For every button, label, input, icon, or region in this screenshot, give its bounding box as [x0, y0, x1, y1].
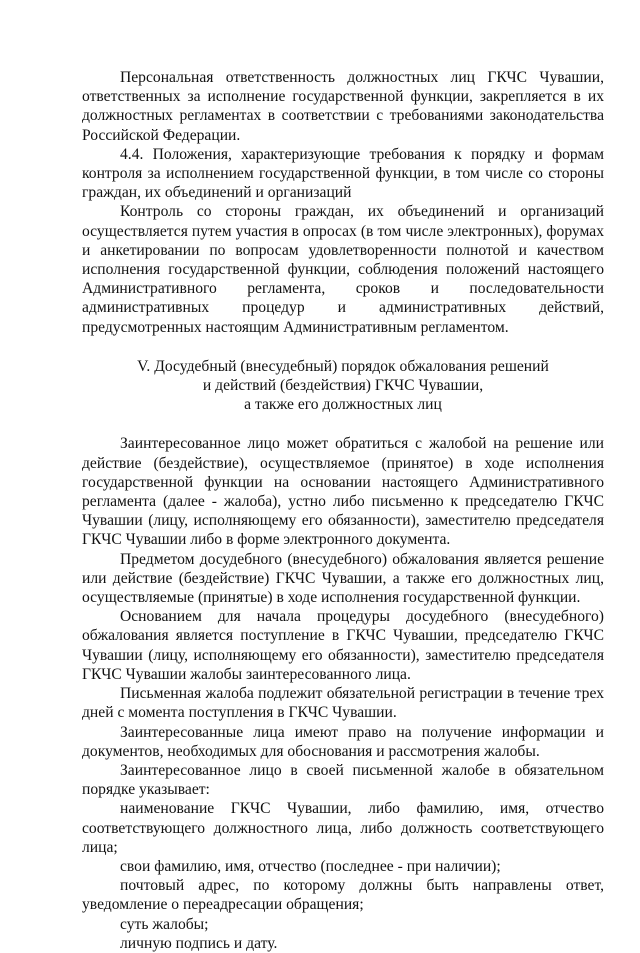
paragraph-citizen-control: Контроль со стороны граждан, их объединений и организаций осуществляется путем участия в опросах (в том числе электронных), форумах и анкетировании по вопросам удовлетворенности полнотой и качеством исполнения государственной функции, соблюдения положений настоящего Административного регламента, сроков и последовательности административных процедур и административных действий, предусмотренных настоящим Административным регламентом.	[82, 203, 604, 336]
list-item: наименование ГКЧС Чувашии, либо фамилию, имя, отчество соответствующего должностного лица, либо должность соответствующего лица;	[82, 800, 604, 856]
paragraph-appeal-basis: Основанием для начала процедуры досудебного (внесудебного) обжалования является поступление в ГКЧС Чувашии, председателю ГКЧС Чувашии (лицу, исполняющему его обязанности), заместителю председателя ГКЧС Чувашии жалобы заинтересованного лица.	[82, 608, 604, 683]
list-item: почтовый адрес, по которому должны быть направлены ответ, уведомление о переадресации обращения;	[82, 877, 604, 914]
section-5-heading-line: а также его должностных лиц	[244, 396, 442, 414]
section-5-heading-line: и действий (бездействия) ГКЧС Чувашии,	[202, 377, 484, 395]
paragraph-registration: Письменная жалоба подлежит обязательной регистрации в течение трех дней с момента поступления в ГКЧС Чувашии.	[82, 685, 604, 722]
list-item: суть жалобы;	[120, 915, 209, 933]
paragraph-4-4-heading: 4.4. Положения, характеризующие требования к порядку и формам контроля за исполнением государственной функции, в том числе со стороны граждан, их объединений и организаций	[82, 145, 604, 202]
list-item: свои фамилию, имя, отчество (последнее - при наличии);	[120, 857, 501, 875]
paragraph-complaint-contents: Заинтересованное лицо в своей письменной жалобе в обязательном порядке указывает:	[82, 761, 604, 799]
paragraph-complaint-right: Заинтересованное лицо может обратиться с жалобой на решение или действие (бездействие), осуществляемое (принятое) в ходе исполнения государственной функции на основании настоящего Административного регламента (далее - жалоба), устно либо письменно к председателю ГКЧС Чувашии (лицу, исполняющему его обязанности), заместителю председателя ГКЧС Чувашии либо в форме электронного документа.	[82, 435, 604, 549]
paragraph-personal-responsibility: Персональная ответственность должностных лиц ГКЧС Чувашии, ответственных за исполнение государственной функции, закрепляется в их должностных регламентах в соответствии с требованиями законодательства Российской Федерации.	[82, 69, 604, 144]
paragraph-information-right: Заинтересованные лица имеют право на получение информации и документов, необходимых для обоснования и рассмотрения жалобы.	[82, 723, 604, 760]
list-item: личную подпись и дату.	[120, 934, 278, 952]
section-5-heading-line: V. Досудебный (внесудебный) порядок обжалования решений	[137, 357, 549, 375]
paragraph-appeal-subject: Предметом досудебного (внесудебного) обжалования является решение или действие (бездействие) ГКЧС Чувашии, а также его должностных лиц, осуществляемые (принятые) в ходе исполнения государственной функции.	[82, 550, 604, 607]
section-5-heading	[82, 357, 604, 415]
